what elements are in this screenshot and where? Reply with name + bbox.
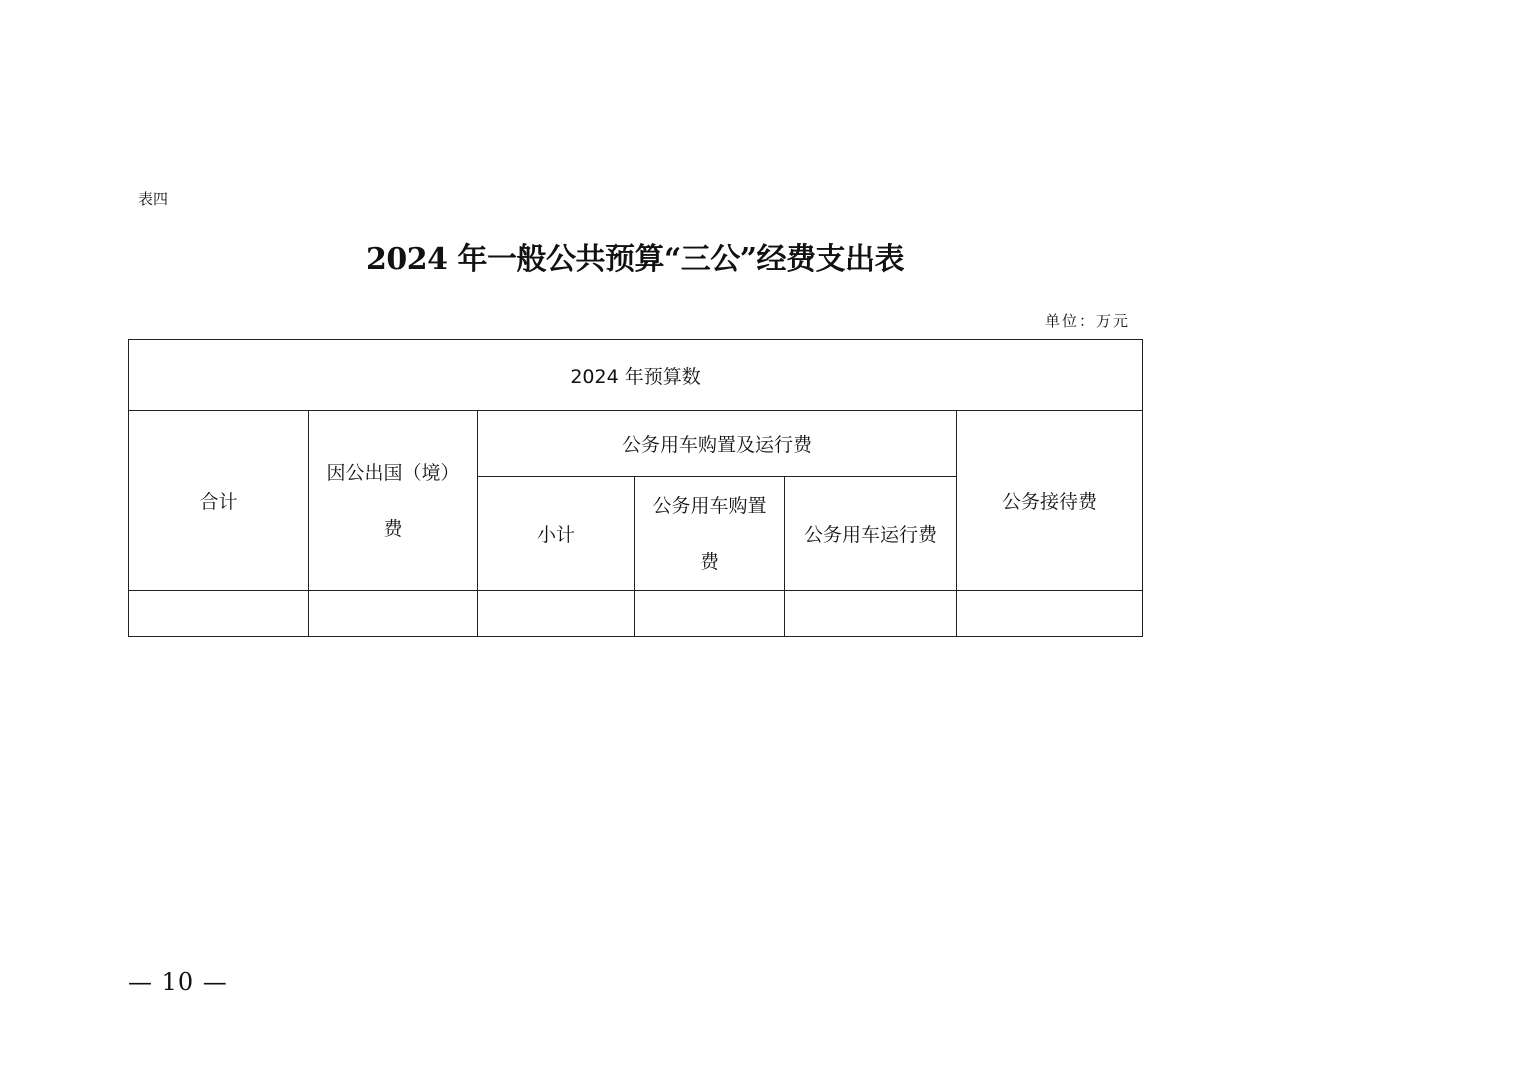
vehicle-operation-header: 公务用车运行费 [785, 477, 957, 591]
vehicle-subtotal-value-cell [478, 591, 635, 637]
vehicle-purchase-value-cell [635, 591, 785, 637]
overseas-header [309, 411, 478, 591]
vehicle-purchase-header-line1: 公务用车购置 [652, 494, 767, 517]
table-row [129, 591, 1143, 637]
unit-label: 单位：万元 [1044, 312, 1130, 330]
total-value-cell [129, 591, 309, 637]
page-number: — 10 — [128, 968, 228, 996]
overseas-header-line2: 费 [383, 517, 403, 540]
overseas-value-cell [309, 591, 478, 637]
table-header-row-top [129, 340, 1143, 411]
budget-table [128, 339, 1143, 637]
vehicle-subtotal-header: 小计 [478, 477, 635, 591]
budget-year-header: 2024 年预算数 [129, 340, 1143, 411]
vehicle-operation-value-cell [785, 591, 957, 637]
reception-value-cell [957, 591, 1143, 637]
document-title: 2024 年一般公共预算“三公”经费支出表 [366, 242, 904, 277]
overseas-header-line1: 因公出国（境） [326, 461, 460, 484]
vehicle-group-header: 公务用车购置及运行费 [478, 411, 957, 477]
table-label: 表四 [138, 190, 169, 208]
vehicle-purchase-header-line2: 费 [699, 550, 719, 573]
table-header-row-mid [129, 411, 1143, 477]
vehicle-purchase-header [635, 477, 785, 591]
reception-header: 公务接待费 [957, 411, 1143, 591]
total-header: 合计 [129, 411, 309, 591]
